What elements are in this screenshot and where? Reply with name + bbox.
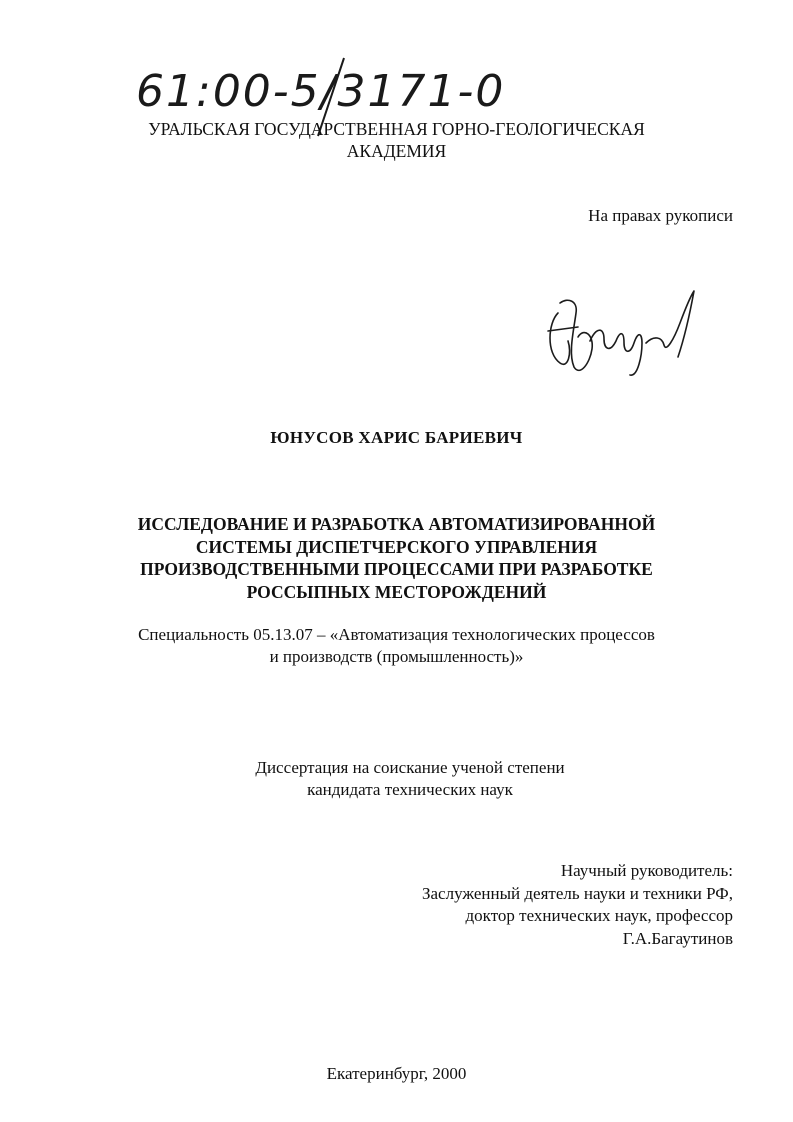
manuscript-rights-note: На правах рукописи [588,206,733,225]
title-line: РОССЫПНЫХ МЕСТОРОЖДЕНИЙ [246,581,547,602]
dissertation-title [0,513,793,603]
title-line: ИССЛЕДОВАНИЕ И РАЗРАБОТКА АВТОМАТИЗИРОВАННОЙ [137,514,656,534]
author-name: ЮНУСОВ ХАРИС БАРИЕВИЧ [270,428,523,447]
title-line: СИСТЕМЫ ДИСПЕТЧЕРСКОГО УПРАВЛЕНИЯ [195,536,598,557]
degree-line: кандидата технических наук [307,780,513,799]
degree-line: Диссертация на соискание ученой степени [255,758,565,777]
institution-name [0,118,793,162]
degree-statement [180,757,640,801]
supervisor-line: Г.А.Багаутинов [622,928,733,948]
city-year: Екатеринбург, 2000 [326,1064,467,1083]
archive-code-text: 61:00-5/3171-0 [136,66,506,117]
signature-stroke [550,313,570,364]
signature-stroke [560,300,592,370]
specialty-line: Специальность 05.13.07 – «Автоматизация технологических процессов [138,625,655,644]
supervisor-line: Заслуженный деятель науки и техники РФ, [421,883,733,903]
institution-line: УРАЛЬСКАЯ ГОСУДАРСТВЕННАЯ ГОРНО-ГЕОЛОГИЧЕСКАЯ [148,119,645,139]
handwritten-signature [538,283,708,383]
scientific-supervisor [422,860,733,950]
title-line: ПРОИЗВОДСТВЕННЫМИ ПРОЦЕССАМИ ПРИ РАЗРАБОТКЕ [140,559,653,579]
supervisor-line: доктор технических наук, профессор [465,906,733,925]
specialty-line: и производств (промышленность)» [269,647,524,666]
institution-line: АКАДЕМИЯ [346,141,447,161]
supervisor-line: Научный руководитель: [560,861,733,880]
signature-stroke [646,291,694,357]
signature-graphic [538,283,708,383]
signature-stroke [590,330,642,375]
specialty-statement [0,624,793,668]
